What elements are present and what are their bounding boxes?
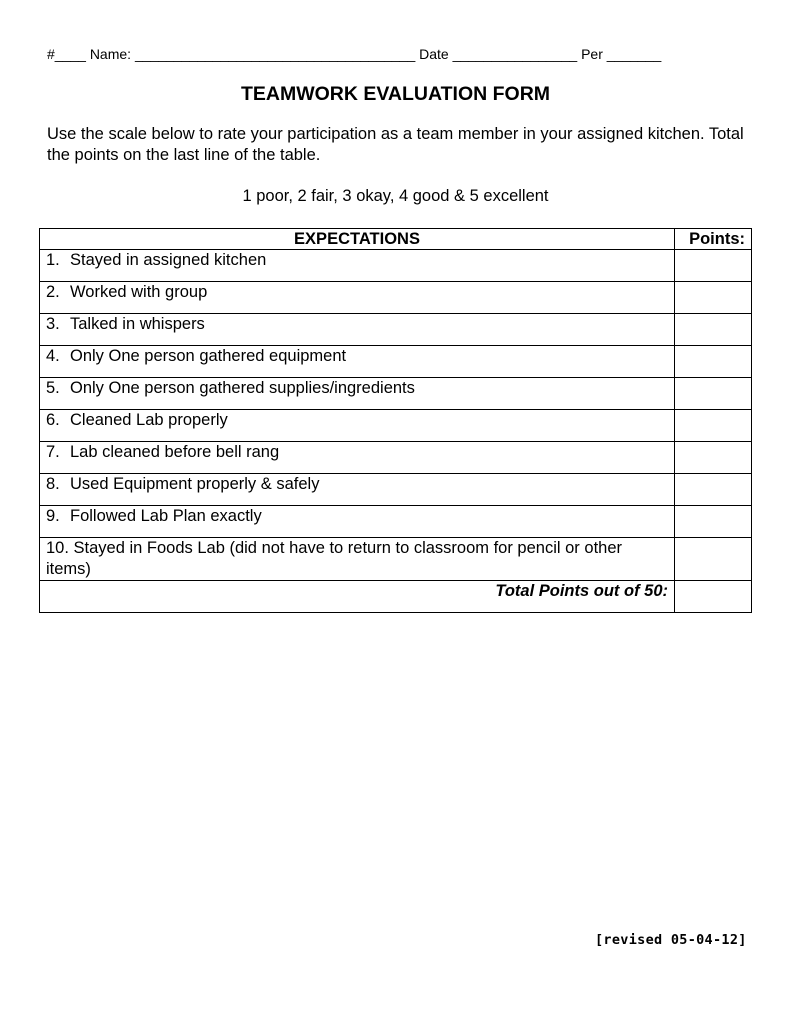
- table-row: [40, 410, 752, 442]
- table-row: [40, 314, 752, 346]
- total-points-label: Total Points out of 50:: [40, 581, 675, 613]
- table-row: [40, 538, 752, 581]
- expectation-cell: [40, 474, 675, 506]
- item-text: Only One person gathered supplies/ingredients: [70, 379, 415, 397]
- points-cell[interactable]: [675, 346, 752, 378]
- points-cell[interactable]: [675, 378, 752, 410]
- item-text: Cleaned Lab properly: [70, 411, 228, 429]
- points-cell[interactable]: [675, 474, 752, 506]
- points-cell[interactable]: [675, 282, 752, 314]
- total-points-cell[interactable]: [675, 581, 752, 613]
- table-row: [40, 474, 752, 506]
- item-number: 7.: [46, 443, 60, 461]
- points-cell[interactable]: [675, 410, 752, 442]
- points-cell[interactable]: [675, 314, 752, 346]
- item-number: 8.: [46, 475, 60, 493]
- student-info-line: #____ Name: ____________________________________ Date ________________ Per _______: [47, 46, 662, 62]
- item-text: Stayed in Foods Lab (did not have to return to classroom for pencil or other items): [46, 539, 622, 578]
- expectation-cell: [40, 282, 675, 314]
- expectation-cell: [40, 538, 675, 581]
- item-number: 5.: [46, 379, 60, 397]
- expectation-cell: [40, 506, 675, 538]
- total-row: [40, 581, 752, 613]
- item-number: 4.: [46, 347, 60, 365]
- expectation-cell: [40, 378, 675, 410]
- table-row: [40, 282, 752, 314]
- item-text: Followed Lab Plan exactly: [70, 507, 262, 525]
- expectations-header: EXPECTATIONS: [40, 229, 675, 250]
- points-cell[interactable]: [675, 538, 752, 581]
- points-header: Points:: [675, 229, 752, 250]
- form-title: TEAMWORK EVALUATION FORM: [240, 83, 551, 105]
- item-number: 10.: [46, 539, 69, 557]
- table-header-row: [40, 229, 752, 250]
- item-number: 6.: [46, 411, 60, 429]
- rating-scale: 1 poor, 2 fair, 3 okay, 4 good & 5 excellent: [242, 187, 549, 205]
- item-text: Stayed in assigned kitchen: [70, 251, 267, 269]
- table-row: [40, 250, 752, 282]
- item-text: Lab cleaned before bell rang: [70, 443, 280, 461]
- expectation-cell: [40, 314, 675, 346]
- item-number: 9.: [46, 507, 60, 525]
- points-cell[interactable]: [675, 506, 752, 538]
- table-row: [40, 506, 752, 538]
- revision-note: [revised 05-04-12]: [595, 932, 747, 948]
- table-row: [40, 346, 752, 378]
- points-cell[interactable]: [675, 442, 752, 474]
- expectation-cell: [40, 250, 675, 282]
- instructions-text: Use the scale below to rate your participation as a team member in your assigned kitchen. Total the points on the last line of the table.: [47, 125, 744, 164]
- item-text: Worked with group: [70, 283, 208, 301]
- expectation-cell: [40, 346, 675, 378]
- table-row: [40, 442, 752, 474]
- item-number: 2.: [46, 283, 60, 301]
- item-number: 1.: [46, 251, 60, 269]
- points-cell[interactable]: [675, 250, 752, 282]
- evaluation-table: [39, 228, 752, 613]
- item-text: Used Equipment properly & safely: [70, 475, 320, 493]
- item-text: Only One person gathered equipment: [70, 347, 347, 365]
- table-row: [40, 378, 752, 410]
- expectation-cell: [40, 410, 675, 442]
- expectation-cell: [40, 442, 675, 474]
- item-number: 3.: [46, 315, 60, 333]
- item-text: Talked in whispers: [70, 315, 205, 333]
